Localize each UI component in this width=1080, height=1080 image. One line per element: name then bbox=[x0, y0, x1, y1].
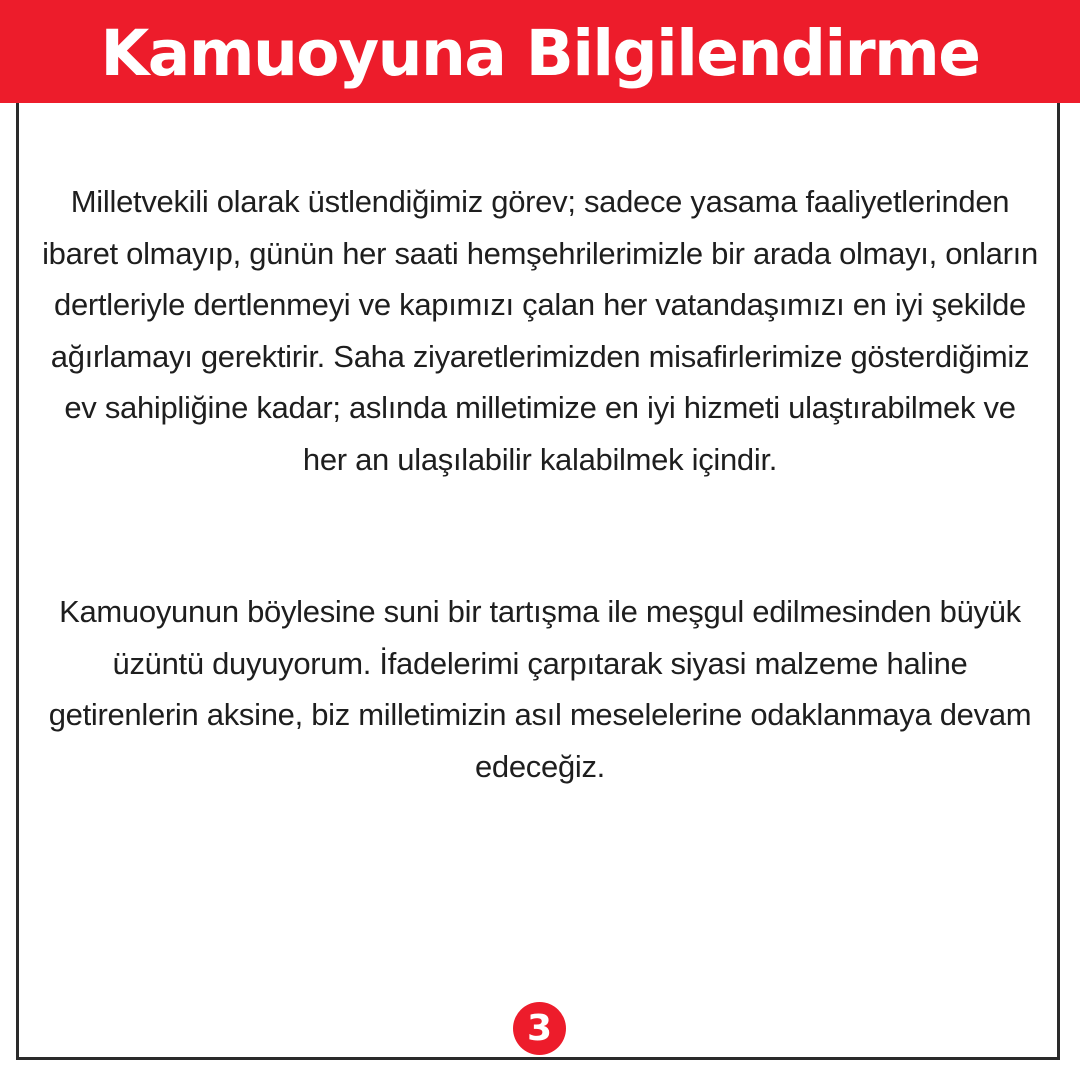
header-banner bbox=[0, 0, 1080, 103]
page-title: Kamuoyuna Bilgilendirme bbox=[100, 17, 980, 90]
page-number-badge: 3 bbox=[513, 1002, 566, 1055]
body-paragraph-1: Milletvekili olarak üstlendiğimiz görev; sadece yasama faaliyetlerinden ibaret olmayıp, günün her saati hemşehrilerimizle bir arada olmayı, onların dertleriyle dertlenmeyi ve kapımızı çalan her vatandaşımızı en iyi şekilde ağırlamayı gerektirir. Saha ziyaretlerimizden misafirlerimize gösterdiğimiz ev sahipliğine kadar; aslında milletimize en iyi hizmeti ulaştırabilmek ve her an ulaşılabilir kalabilmek içindir. bbox=[42, 184, 1038, 477]
body-paragraph-2: Kamuoyunun böylesine suni bir tartışma ile meşgul edilmesinden büyük üzüntü duyuyorum. İfadelerimi çarpıtarak siyasi malzeme haline getirenlerin aksine, biz milletimizin asıl meselelerine odaklanmaya devam edeceğiz. bbox=[48, 594, 1032, 784]
